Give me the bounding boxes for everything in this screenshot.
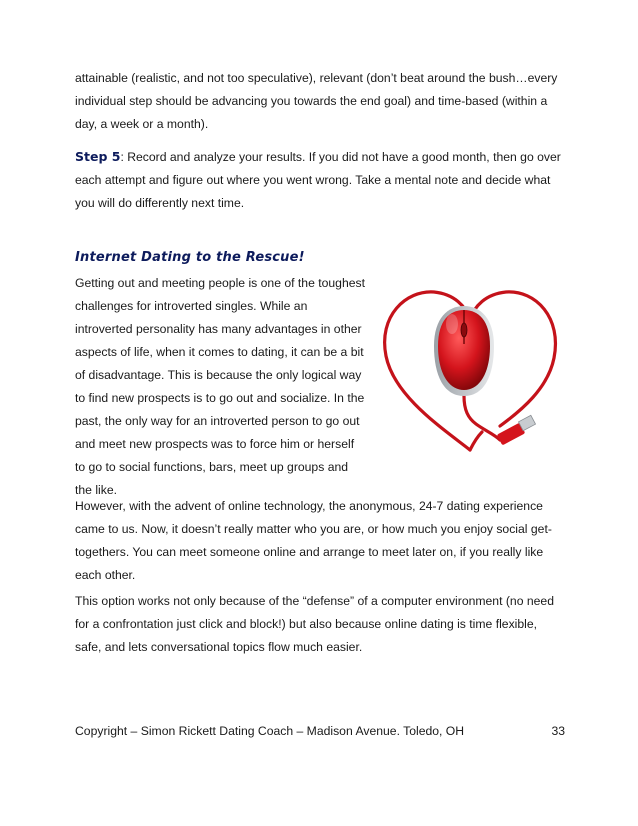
heart-mouse-illustration bbox=[372, 268, 568, 464]
usb-plug bbox=[497, 415, 536, 445]
online-paragraph: However, with the advent of online technology, the anonymous, 24-7 dating experience came to us. Now, it doesn’t really matter who you are, or how much you enjoy social get-togethers. You can meet someone online and arrange to meet later on, if you really like each other. bbox=[75, 499, 552, 582]
footer-copyright: Copyright – Simon Rickett Dating Coach – Madison Avenue. Toledo, OH bbox=[75, 724, 465, 738]
step5-text: : Record and analyze your results. If you did not have a good month, then go over each attempt and figure out where you went wrong. Take a mental note and decide what you will do differently next time. bbox=[75, 150, 561, 210]
introverts-paragraph: Getting out and meeting people is one of the toughest challenges for introverted singles. While an introverted personality has many advantages in other aspects of life, when it comes to dating, it can be a bit of disadvantage. This is because the only logical way to find new prospects is to go out and socialize. In the past, the only way for an introverted person to go out and meet new prospects was to force him or herself to go to social functions, bars, meet up groups and the like. bbox=[75, 276, 366, 497]
intro-paragraph: attainable (realistic, and not too speculative), relevant (don’t beat around the bush…every individual step should be advancing you towards the end goal) and time-based (within a day, a week or a month). bbox=[75, 71, 558, 131]
step5-label: Step 5 bbox=[75, 149, 121, 164]
page-footer bbox=[75, 724, 565, 738]
mouse-icon bbox=[434, 306, 494, 396]
page-number: 33 bbox=[551, 724, 565, 738]
section-heading: Internet Dating to the Rescue! bbox=[75, 250, 305, 265]
step5-paragraph bbox=[75, 145, 565, 215]
heart-mouse-cable-icon bbox=[372, 268, 568, 464]
option-paragraph: This option works not only because of the “defense” of a computer environment (no need for a confrontation just click and block!) but also because online dating is time flexible, safe, and lets conversational topics flow much easier. bbox=[75, 594, 554, 654]
